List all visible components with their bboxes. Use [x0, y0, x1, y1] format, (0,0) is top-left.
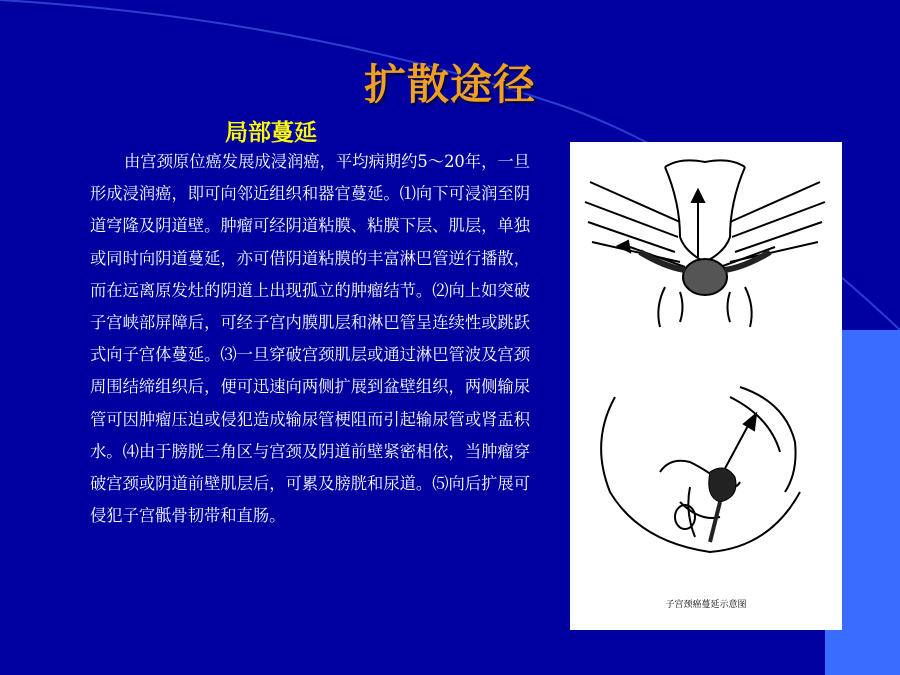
sagittal-view-drawing	[601, 387, 800, 552]
slide-title: 扩散途径	[363, 60, 536, 109]
figure-caption: 子宫颈癌蔓延示意图	[665, 600, 747, 610]
frontal-view-drawing	[585, 160, 825, 327]
section-subtitle: 局部蔓延	[225, 120, 317, 146]
anatomy-figure	[570, 142, 842, 630]
cervical-cancer-spread-diagram	[570, 142, 842, 630]
sagittal-tumor	[709, 468, 736, 542]
body-paragraph: 由宫颈原位癌发展成浸润癌，平均病期约5～20年，一旦形成浸润癌，即可向邻近组织和器官蔓延。⑴向下可浸润至阴道穹隆及阴道壁。肿瘤可经阴道粘膜、粘膜下层、肌层，单独或同时向阴道蔓延，亦可借阴道粘膜的丰富淋巴管逆行播散，而在远离原发灶的阴道上出现孤立的肿瘤结节。⑵向上如突破子宫峡部屏障后，可经子宫内膜肌层和淋巴管呈连续性或跳跃式向子宫体蔓延。⑶一旦穿破宫颈肌层或通过淋巴管波及宫颈周围结缔组织后，便可迅速向两侧扩展到盆壁组织，两侧输尿管可因肿瘤压迫或侵犯造成输尿管梗阻而引起输尿管或肾盂积水。⑷由于膀胱三角区与宫颈及阴道前壁紧密相依，当肿瘤穿破宫颈或阴道前壁肌层后，可累及膀胱和尿道。⑸向后扩展可侵犯子宫骶骨韧带和直肠。	[90, 152, 530, 526]
